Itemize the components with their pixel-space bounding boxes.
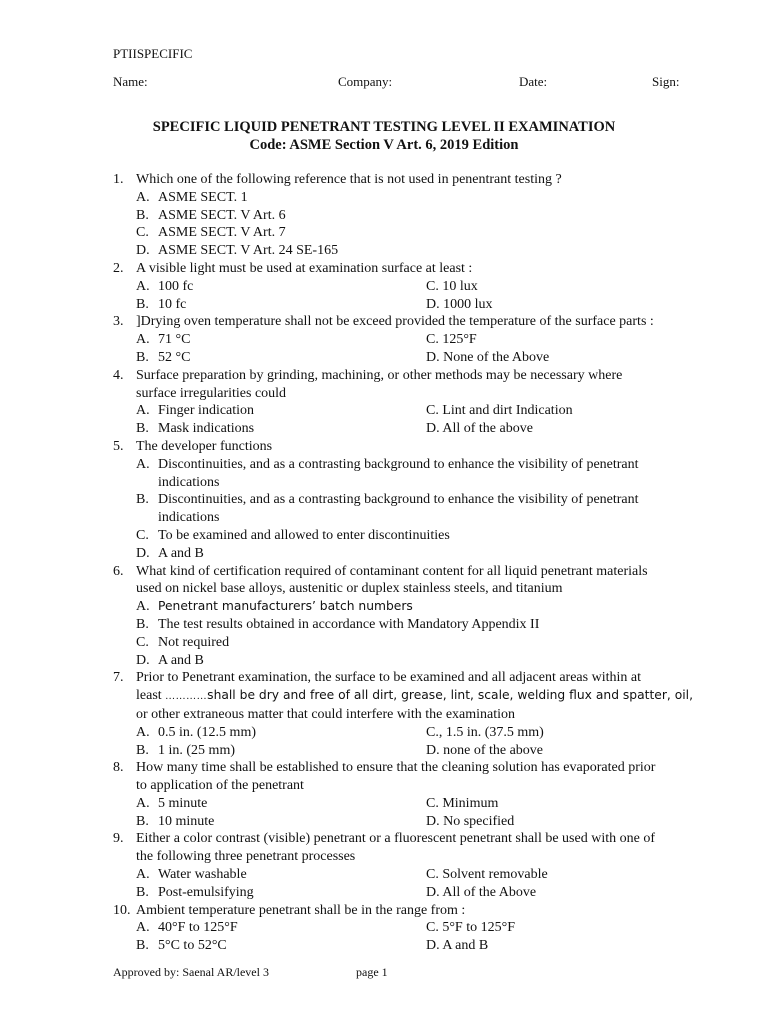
answer-row — [113, 813, 723, 831]
answer-option-continued — [113, 509, 723, 527]
option-text: Water washable — [158, 867, 247, 883]
option-letter: A. — [136, 332, 150, 348]
option-text: Mask indications — [158, 421, 255, 437]
question-text — [113, 367, 723, 385]
question-text — [113, 385, 723, 403]
answer-option[interactable] — [426, 813, 723, 831]
question-text-line: or other extraneous matter that could interfere with the examination — [136, 706, 516, 722]
option-text: C. Solvent removable — [426, 867, 548, 883]
option-text: D. 1000 lux — [426, 296, 493, 312]
answer-option[interactable] — [426, 278, 723, 296]
option-text: A and B — [158, 545, 204, 561]
answer-row — [113, 937, 723, 955]
option-letter: B. — [136, 421, 149, 437]
answer-row — [113, 402, 723, 420]
question-text-line: Which one of the following reference that is not used in penentrant testing ? — [136, 172, 562, 187]
question-text-line: the following three penetrant processes — [136, 849, 356, 865]
option-letter: A. — [136, 599, 150, 615]
question-number: 10. — [113, 902, 131, 918]
option-text: C. 125°F — [426, 332, 477, 348]
option-letter: B. — [136, 884, 149, 900]
question-text — [113, 669, 723, 687]
option-text: ASME SECT. V Art. 7 — [158, 225, 286, 241]
option-text: Discontinuities, and as a contrasting background to enhance the visibility of penetrant — [158, 492, 639, 508]
option-text: indications — [158, 474, 220, 490]
option-text: 52 °C — [158, 349, 191, 365]
option-text: indications — [158, 510, 220, 526]
option-letter: A. — [136, 920, 150, 936]
answer-option[interactable] — [426, 349, 723, 367]
option-text: The test results obtained in accordance with Mandatory Appendix II — [158, 616, 540, 632]
answer-option[interactable] — [113, 884, 426, 902]
answer-option[interactable] — [426, 884, 723, 902]
answer-option[interactable] — [426, 742, 723, 760]
answer-option[interactable] — [113, 189, 723, 207]
answer-row — [113, 742, 723, 760]
question-number: 9. — [113, 831, 124, 847]
question-text-line: surface irregularities could — [136, 385, 287, 401]
option-letter: B. — [136, 938, 149, 954]
answer-option[interactable] — [113, 724, 426, 742]
question-text — [113, 759, 723, 777]
option-text: D. none of the above — [426, 742, 544, 758]
question-text-line: Surface preparation by grinding, machining, or other methods may be necessary where — [136, 367, 623, 383]
answer-option[interactable] — [113, 616, 723, 634]
option-letter: A. — [136, 403, 150, 419]
option-text: 100 fc — [158, 278, 194, 294]
answer-option[interactable] — [113, 866, 426, 884]
answer-option[interactable] — [426, 919, 723, 937]
answer-option[interactable] — [113, 598, 723, 616]
option-letter: C. — [136, 225, 149, 241]
option-letter: D. — [136, 243, 150, 259]
question-text-line: to application of the penetrant — [136, 778, 304, 794]
option-text: 1 in. (25 mm) — [158, 742, 235, 758]
answer-option[interactable] — [113, 634, 723, 652]
exam-code: Code: ASME Section V Art. 6, 2019 Edition — [249, 137, 519, 153]
question-list — [113, 171, 723, 955]
option-text: Penetrant manufacturers’ batch numbers — [158, 599, 413, 614]
question-text-line: A visible light must be used at examination surface at least : — [136, 260, 473, 276]
option-text: A and B — [158, 652, 204, 668]
answer-option[interactable] — [426, 937, 723, 955]
option-letter: B. — [136, 296, 149, 312]
answer-row — [113, 278, 723, 296]
answer-option[interactable] — [113, 296, 426, 314]
option-text: C. Minimum — [426, 795, 499, 811]
option-text: C. 10 lux — [426, 278, 478, 294]
option-text: 40°F to 125°F — [158, 920, 238, 936]
option-text: ASME SECT. 1 — [158, 189, 248, 205]
question-text-line: least — [136, 688, 162, 704]
answer-row — [113, 724, 723, 742]
option-letter: B. — [136, 616, 149, 632]
option-letter: A. — [136, 724, 150, 740]
option-text: D. All of the above — [426, 421, 533, 437]
question-text-line: Ambient temperature penetrant shall be in the range from : — [136, 902, 466, 918]
answer-option[interactable] — [113, 349, 426, 367]
question-number: 7. — [113, 670, 124, 686]
name-label: Name: — [113, 74, 148, 89]
answer-option[interactable] — [113, 937, 426, 955]
question-text — [113, 260, 723, 278]
question-text-line: Either a color contrast (visible) penetrant or a fluorescent penetrant shall be used with one of — [136, 831, 655, 847]
question-text-line: What kind of certification required of contaminant content for all liquid penetrant materials — [136, 563, 648, 579]
answer-option[interactable] — [113, 813, 426, 831]
exam-title: SPECIFIC LIQUID PENETRANT TESTING LEVEL II EXAMINATION — [152, 119, 616, 135]
answer-option[interactable] — [426, 331, 723, 349]
question-number: 3. — [113, 314, 124, 330]
option-letter: A. — [136, 867, 150, 883]
option-letter: D. — [136, 652, 150, 668]
option-text: ASME SECT. V Art. 24 SE-165 — [158, 243, 339, 259]
option-text: C. 5°F to 125°F — [426, 920, 515, 936]
question-text — [113, 777, 723, 795]
answer-option-continued — [113, 474, 723, 492]
question-text — [113, 830, 723, 848]
option-text: 10 fc — [158, 296, 187, 312]
question-text-line: ]Drying oven temperature shall not be exceed provided the temperature of the surface parts : — [136, 314, 654, 330]
approved-by: Approved by: Saenal AR/level 3 — [113, 965, 269, 979]
answer-option[interactable] — [426, 795, 723, 813]
option-letter: A. — [136, 278, 150, 294]
question-number: 5. — [113, 438, 124, 454]
answer-row — [113, 420, 723, 438]
option-text: Discontinuities, and as a contrasting background to enhance the visibility of penetrant — [158, 456, 639, 472]
question-number: 1. — [113, 172, 124, 187]
date-label: Date: — [519, 74, 548, 89]
answer-option[interactable] — [113, 207, 723, 225]
answer-option[interactable] — [113, 491, 723, 509]
answer-option[interactable] — [113, 545, 723, 563]
answer-row — [113, 919, 723, 937]
answer-row — [113, 884, 723, 902]
option-text: C., 1.5 in. (37.5 mm) — [426, 724, 544, 740]
option-letter: B. — [136, 207, 149, 223]
option-text: D. No specified — [426, 813, 515, 829]
answer-option[interactable] — [113, 402, 426, 420]
question-text — [113, 902, 723, 920]
answer-option[interactable] — [426, 296, 723, 314]
answer-option[interactable] — [113, 224, 723, 242]
option-letter: C. — [136, 634, 149, 650]
answer-option[interactable] — [426, 420, 723, 438]
question-text — [113, 563, 723, 581]
option-text: ASME SECT. V Art. 6 — [158, 207, 286, 223]
option-text: 10 minute — [158, 813, 215, 829]
answer-option[interactable] — [113, 278, 426, 296]
option-letter: A. — [136, 189, 150, 205]
answer-option[interactable] — [113, 795, 426, 813]
page-number: page 1 — [356, 965, 388, 979]
answer-row — [113, 331, 723, 349]
answer-row — [113, 795, 723, 813]
answer-row — [113, 866, 723, 884]
answer-option[interactable] — [113, 456, 723, 474]
question-text — [113, 438, 723, 456]
option-text: C. Lint and dirt Indication — [426, 403, 573, 419]
option-letter: B. — [136, 349, 149, 365]
question-text-line: shall be dry and free of all dirt, grease, lint, scale, welding flux and spatter, oil, — [207, 688, 693, 703]
option-text: Post-emulsifying — [158, 884, 254, 900]
option-letter: B. — [136, 492, 149, 508]
option-text: To be examined and allowed to enter discontinuities — [158, 527, 450, 543]
option-text: Not required — [158, 634, 230, 650]
option-letter: B. — [136, 813, 149, 829]
answer-option[interactable] — [113, 331, 426, 349]
question-number: 4. — [113, 367, 124, 383]
option-text: D. All of the Above — [426, 884, 537, 900]
question-text — [113, 687, 723, 706]
question-text-line: The developer functions — [136, 438, 273, 454]
answer-option[interactable] — [426, 866, 723, 884]
sign-label: Sign: — [652, 74, 680, 89]
answer-option[interactable] — [113, 242, 723, 260]
option-letter: A. — [136, 456, 150, 472]
answer-option[interactable] — [426, 724, 723, 742]
option-text: D. None of the Above — [426, 349, 550, 365]
question-number: 2. — [113, 260, 124, 276]
option-text: 5 minute — [158, 795, 208, 811]
question-number: 8. — [113, 760, 124, 776]
question-text — [113, 313, 723, 331]
blank-dots: ………… — [165, 691, 208, 703]
document-code: PTIISPECIFIC — [113, 46, 193, 61]
answer-row — [113, 296, 723, 314]
question-text — [113, 171, 723, 189]
option-letter: B. — [136, 742, 149, 758]
question-text — [113, 706, 723, 724]
answer-option[interactable] — [113, 919, 426, 937]
question-text — [113, 580, 723, 598]
answer-option[interactable] — [113, 527, 723, 545]
question-number: 6. — [113, 563, 124, 579]
answer-option[interactable] — [426, 402, 723, 420]
option-text: Finger indication — [158, 403, 255, 419]
answer-option[interactable] — [113, 652, 723, 670]
question-text-line: used on nickel base alloys, austenitic or duplex stainless steels, and titanium — [136, 581, 563, 597]
company-label: Company: — [338, 74, 393, 89]
option-text: D. A and B — [426, 938, 489, 954]
question-text-line: How many time shall be established to ensure that the cleaning solution has evaporated prior — [136, 760, 656, 776]
option-letter: C. — [136, 527, 149, 543]
option-text: 71 °C — [158, 332, 191, 348]
answer-row — [113, 349, 723, 367]
option-text: 5°C to 52°C — [158, 938, 227, 954]
option-letter: A. — [136, 795, 150, 811]
option-letter: D. — [136, 545, 150, 561]
answer-option[interactable] — [113, 742, 426, 760]
question-text — [113, 848, 723, 866]
question-text-line: Prior to Penetrant examination, the surface to be examined and all adjacent areas within at — [136, 670, 641, 686]
answer-option[interactable] — [113, 420, 426, 438]
option-text: 0.5 in. (12.5 mm) — [158, 724, 256, 740]
